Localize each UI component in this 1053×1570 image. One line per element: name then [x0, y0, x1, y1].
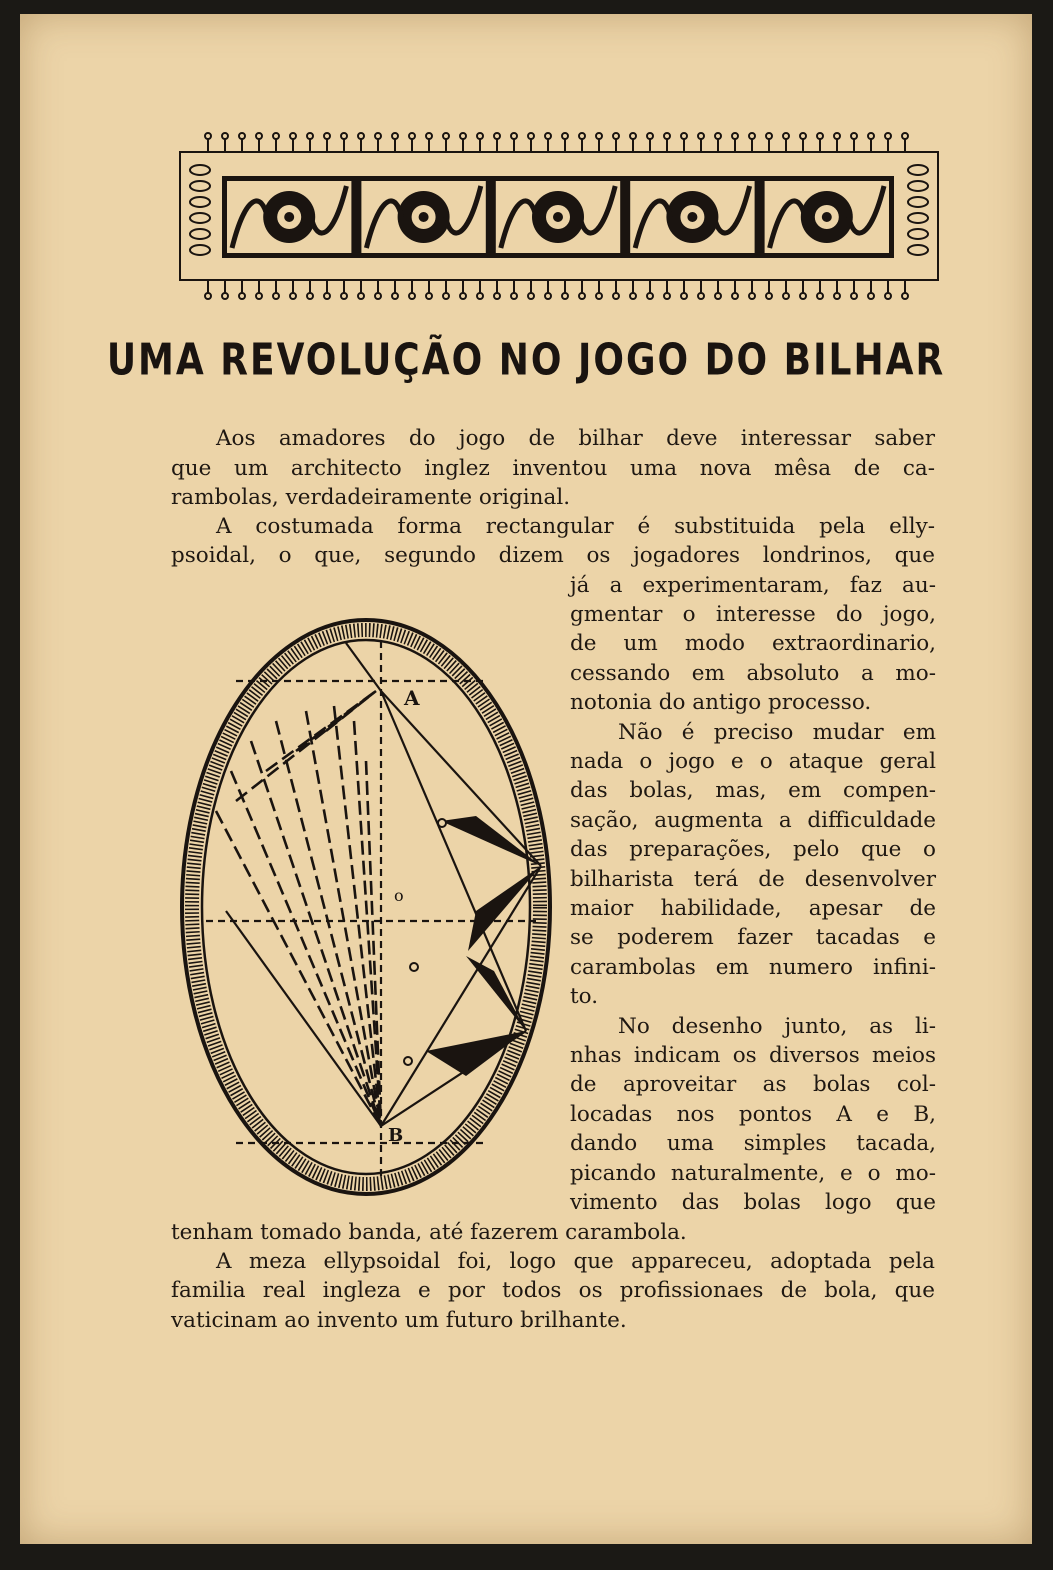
article-title: UMA REVOLUÇÃO NO JOGO DO BILHAR [106, 335, 946, 386]
column-line: locadas nos pontos A e B, [570, 1102, 936, 1127]
intro-line: A costumada forma rectangular é substituida pela elly- [216, 514, 935, 539]
column-line: já a experimentaram, faz au- [570, 573, 936, 598]
intro-line: Aos amadores do jogo de bilhar deve interessar saber [216, 426, 935, 451]
intro-line: que um architecto inglez inventou uma nova mêsa de ca- [171, 456, 935, 481]
column-line: de aproveitar as bolas col- [570, 1072, 936, 1097]
point-b-label: B [388, 1125, 404, 1146]
column-line: de um modo extraordinario, [570, 631, 936, 656]
column-line: vimento das bolas logo que [570, 1190, 936, 1215]
column-line: carambolas em numero infini- [570, 955, 936, 980]
ornamental-banner [178, 130, 940, 302]
column-line: nhas indicam os diversos meios [570, 1043, 936, 1068]
closing-line: A meza ellypsoidal foi, logo que appareceu, adoptada pela [216, 1249, 935, 1274]
billiard-table-diagram [176, 611, 566, 1209]
column-line: Não é preciso mudar em [618, 720, 936, 745]
intro-line: psoidal, o que, segundo dizem os jogadores londrinos, que [171, 543, 935, 568]
intro-line: rambolas, verdadeiramente original. [171, 485, 571, 510]
column-line: No desenho junto, as li- [618, 1014, 936, 1039]
column-line: picando naturalmente, e o mo- [570, 1161, 936, 1186]
column-line: se poderem fazer tacadas e [570, 925, 936, 950]
column-line: sação, augmenta a difficuldade [570, 808, 936, 833]
column-line: dando uma simples tacada, [570, 1131, 936, 1156]
column-line: maior habilidade, apesar de [570, 896, 936, 921]
column-line: gmentar o interesse do jogo, [570, 602, 936, 627]
center-label: o [394, 886, 404, 905]
column-line: bilharista terá de desenvolver [570, 867, 936, 892]
closing-line: tenham tomado banda, até fazerem carambola. [171, 1220, 687, 1245]
column-line: das preparações, pelo que o [570, 837, 936, 862]
closing-line: familia real ingleza e por todos os profissionaes de bola, que [171, 1278, 935, 1303]
column-line: nada o jogo e o ataque geral [570, 749, 936, 774]
column-line: cessando em absoluto a mo- [570, 661, 936, 686]
closing-line: vaticinam ao invento um futuro brilhante. [171, 1308, 627, 1333]
column-line: to. [570, 984, 599, 1009]
column-line: das bolas, mas, em compen- [570, 778, 936, 803]
book-page [20, 14, 1032, 1544]
point-a-label: A [404, 686, 420, 710]
column-line: notonia do antigo processo. [570, 690, 872, 715]
